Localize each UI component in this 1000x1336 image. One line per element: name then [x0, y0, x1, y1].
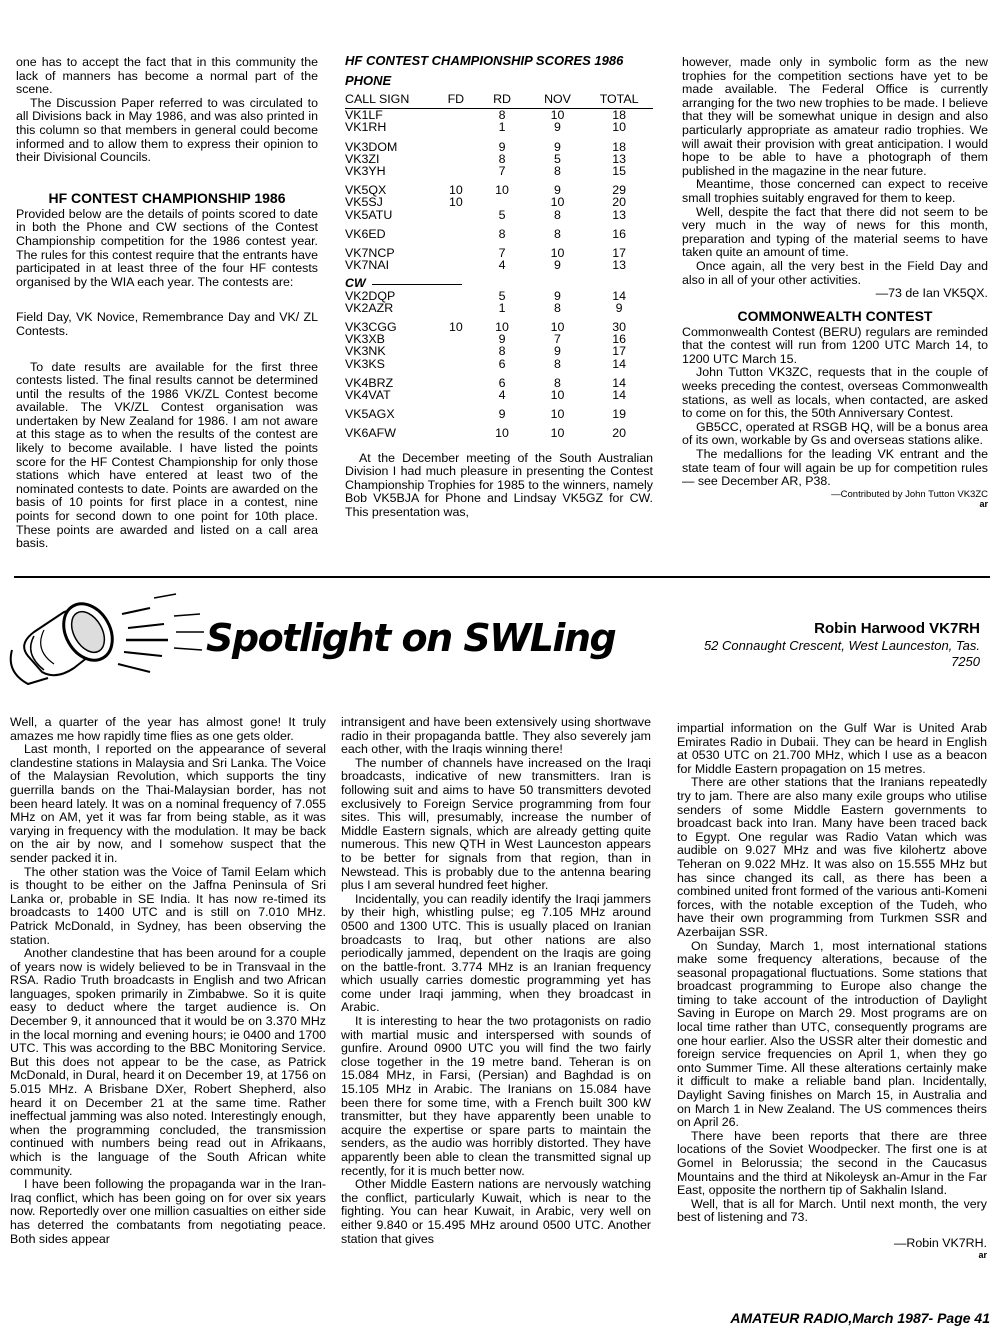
cell-fd: 10 — [448, 320, 463, 335]
table-row — [345, 345, 653, 357]
paragraph: At the December meeting of the South Australian Division I had much pleasure in presenting the Contest Championship Trophies for 1985 to the winners, namely Bob VK5BJA for Phone and Lindsay VK5GZ for CW. This presentation was, — [345, 450, 653, 520]
paragraph: Once again, all the very best in the Field Day and also in all of your other activities. — [682, 258, 988, 287]
cell-nov: 10 — [550, 320, 565, 335]
table-row — [345, 314, 653, 333]
table-row — [345, 259, 653, 271]
cell-total: 14 — [612, 288, 626, 303]
top-column-2 — [345, 52, 653, 520]
table-row — [345, 177, 653, 196]
column-header: TOTAL — [585, 91, 653, 109]
cell-nov: 8 — [554, 356, 561, 371]
cell-fd — [437, 333, 474, 345]
paragraph: one has to accept the fact that in this community the lack of manners has become a normal part of the scene. — [16, 55, 318, 97]
cell-total: 16 — [612, 226, 626, 241]
paragraph: Incidentally, you can readily identify the Iraqi jammers by their high, whistling pulse; eg 7.105 MHz around 0500 and 1300 UTC. This is usually placed on Iranian broadcasts to Iraq, but other nations are also periodically jammed, dependent on the Iraqis are going on the battle-front. 3.774 MHz is an Iranian frequency which usually carries domestic programming yet has come under Iraqi jamming, when they broadcast in Arabic. — [341, 891, 651, 1015]
paragraph: The Discussion Paper referred to was circulated to all Divisions back in May 1986, and was also printed in this column so that members in general could become informed and to allow them to express their opinion to their Divisional Councils. — [16, 95, 318, 165]
end-mark: ar — [979, 498, 988, 509]
cell-nov: 10 — [550, 388, 565, 403]
paragraph: There are other stations that the Iranians repeatedly try to jam. There are also many exile groups who utilise senders of some Middle Eastern governments to broadcast back into Iran. Many have been traced back to Egypt. One regular was Radio Vatan which was audible on 9.027 MHz and was five kilohertz above Teheran on 9.022 MHz. It was also on 15.555 MHz but has since changed its call, as there has been a combined united front formed of the various anti-Komeni forces, with the notable exception of the Tudeh, who have their own programming from Turkmen SSR and Azerbaijan SSR. — [677, 775, 987, 939]
cell-call: VK2AZR — [345, 300, 394, 315]
signoff: —Robin VK7RH. — [894, 1235, 987, 1250]
column-header: CALL SIGN — [345, 91, 437, 109]
cell-nov: 8 — [554, 300, 561, 315]
cell-rd: 8 — [498, 226, 506, 241]
cell-rd: 9 — [498, 407, 506, 422]
cell-rd: 8 — [498, 108, 506, 123]
cell-call: VK3KS — [345, 356, 385, 371]
cell-total: 18 — [612, 108, 626, 123]
cell-total: 13 — [612, 151, 626, 166]
cell-total: 10 — [612, 120, 626, 135]
cell-rd: 6 — [498, 356, 506, 371]
cell-fd — [437, 134, 474, 153]
table-row — [345, 121, 653, 133]
cell-total: 13 — [612, 258, 626, 273]
cell-rd: 9 — [498, 139, 506, 154]
cell-nov: 5 — [554, 151, 561, 166]
paragraph: impartial information on the Gulf War is United Arab Emirates Radio in Dubaii. They can be heard in English at 0530 UTC on 21.700 MHz, which I use as a beacon for Middle Eastern propagation on 15 metres. — [677, 721, 987, 776]
paragraph: I have been following the propaganda war in the Iran-Iraq conflict, which has been going on for over six years now. Reportedly over one million casualties on either side has deterred the combatants from negotiating peace. Both sides appear — [10, 1177, 326, 1246]
table-row — [345, 302, 653, 314]
section-heading: COMMONWEALTH CONTEST — [737, 307, 933, 324]
cell-rd: 7 — [498, 246, 506, 261]
paragraph: The medallions for the leading VK entrant and the state team of four will again be up for competition rules — see December AR, P38. — [682, 447, 988, 489]
paragraph: however, made only in symbolic form as the new trophies for the competition sections have yet to be made available. The Federal Office is currently arranging for the two new trophies to be made. I believe that they will be somewhat unique in design and also particularly appropriate as amateur radio trophies. We will await their provision with great anticipation. I would hope to be able to have a photograph of them published in the magazine in the near future. — [682, 55, 988, 178]
cell-fd — [437, 109, 474, 122]
phone-section-label: PHONE — [345, 73, 392, 88]
paragraph: GB5CC, operated at RSGB HQ, will be a bonus area of its own, workable by Gs and overseas stations alike. — [682, 419, 988, 448]
cell-fd — [437, 302, 474, 314]
cell-call: VK4BRZ — [345, 375, 394, 390]
paragraph: Last month, I reported on the appearance of several clandestine stations in Malaysia and Sri Lanka. The Voice of the Malaysian Revolution, which supports the tiny guerrilla bands on the Thai-Malaysian border, has not been heard lately. It was on a nominal frequency of 7.055 MHz on AM, yet it was far from being stable, as it was varying in frequency with the modulation. It may be back on the air by now, and I somehow suspect that the sender packed it in. — [10, 742, 326, 865]
contributor-credit: —Contributed by John Tutton VK3ZC — [831, 488, 988, 500]
cell-rd: 9 — [498, 332, 506, 347]
cell-rd: 6 — [498, 375, 506, 390]
cell-rd: 5 — [498, 288, 506, 303]
cell-rd: 1 — [498, 300, 506, 315]
paragraph: To date results are available for the first three contests listed. The final results cannot be determined until the results of the 1986 VK/ZL Contest become available. The VK/ZL Contest organisation was undertaken by New Zealand for 1986. I am not aware at this stage as to when the results of the contest are likely to become available. I have listed the points score for the HF Contest Championship for only those stations which have entered at least two of the nominated contests to date. Points are awarded on the basis of 10 points for first place in a contest, nine points for second down to one point for 10th place. These points are awarded and listed on a call area basis. — [16, 359, 318, 551]
cell-fd: 10 — [448, 183, 463, 198]
cell-fd — [437, 209, 474, 221]
end-mark: ar — [978, 1249, 987, 1260]
column-header: FD — [437, 91, 474, 109]
section-heading: HF CONTEST CHAMPIONSHIP 1986 — [48, 189, 286, 206]
table-row — [345, 370, 653, 389]
cw-rule — [372, 284, 462, 285]
paragraph: The number of channels have increased on the Iraqi broadcasts, indicative of new transmitters. Iran is following suit and aims to have 50 transmitters devoted exclusively to Foreign Service programming from four sites. This will, presumably, increase the number of Middle Eastern signals, which are already getting quite numerous. This new QTH in West Launceston appears to be better for signals from that region, than in Newstead. This is probably due to the antenna bearing plus I am several hundred feet higher. — [341, 755, 651, 893]
author-block — [660, 620, 980, 670]
cell-nov: 10 — [550, 246, 565, 261]
cell-nov: 7 — [554, 332, 561, 347]
cw-section-label: CW — [345, 276, 366, 291]
cell-rd: 10 — [495, 183, 509, 198]
cell-call: VK6ED — [345, 226, 386, 241]
paragraph: Well, that is all for March. Until next month, the very best of listening and 73. — [677, 1196, 987, 1225]
cell-call: VK6AFW — [345, 426, 396, 441]
cell-call: VK1RH — [345, 120, 387, 135]
page-footer: AMATEUR RADIO,March 1987- Page 41 — [730, 1310, 990, 1326]
cell-total: 18 — [612, 139, 626, 154]
cell-fd — [437, 389, 474, 401]
cell-rd: 10 — [495, 320, 509, 335]
table-row — [345, 221, 653, 240]
paragraph: John Tutton VK3ZC, requests that in the couple of weeks preceding the contest, overseas Commonwealth stations, as well as locals, when contacted, are asked to come on for this, the 50th Anniversary Contest. — [682, 365, 988, 421]
cell-rd: 7 — [498, 164, 506, 179]
cell-rd: 8 — [498, 344, 506, 359]
cell-fd — [437, 401, 474, 420]
table-row — [345, 240, 653, 259]
cell-nov: 10 — [550, 426, 565, 441]
cell-call: VK3DOM — [345, 139, 398, 154]
cell-call: VK5QX — [345, 183, 387, 198]
cell-fd — [437, 121, 474, 133]
cell-total: 15 — [612, 164, 626, 179]
cell-nov: 8 — [554, 375, 561, 390]
cell-call: VK7NCP — [345, 246, 395, 261]
cell-nov: 9 — [554, 183, 561, 198]
cell-total: 17 — [612, 246, 626, 261]
top-column-1 — [16, 56, 318, 551]
cell-nov: 8 — [554, 226, 561, 241]
table-row — [345, 401, 653, 420]
cell-nov: 9 — [554, 258, 561, 273]
paragraph: intransigent and have been extensively using shortwave radio in their propaganda battle. They also severely jam each other, with the Iraqis winning there! — [341, 715, 651, 757]
cell-nov: 10 — [550, 407, 565, 422]
cell-call: VK2DQP — [345, 288, 396, 303]
paragraph: Commonwealth Contest (BERU) regulars are reminded that the contest will run from 1200 UTC March 14, to 1200 UTC March 15. — [682, 324, 988, 366]
cell-nov: 9 — [554, 288, 561, 303]
cell-call: VK3NK — [345, 344, 386, 359]
table-row — [345, 389, 653, 401]
column-title: Spotlight on SWLing — [206, 616, 616, 660]
cell-call: VK5AGX — [345, 407, 395, 422]
cell-fd — [437, 420, 474, 439]
table-row — [345, 358, 653, 370]
table-row — [345, 420, 653, 439]
swl-column-3 — [677, 722, 987, 1260]
signoff: —73 de Ian VK5QX. — [875, 286, 988, 301]
paragraph: There have been reports that there are three locations of the Soviet Woodpecker. The first one is at Gomel in Belorussia; the second in the Caucasus Mountains and the third at Nikoleysk an-Amur in the Far East, opposite the northern tip of Sakhalin Island. — [677, 1128, 987, 1198]
cell-rd: 4 — [498, 388, 506, 403]
table-row — [345, 196, 653, 208]
scores-table — [345, 91, 653, 440]
cell-total: 17 — [612, 344, 626, 359]
cell-fd — [437, 240, 474, 259]
cw-section-row — [345, 271, 653, 289]
paragraph: The other station was the Voice of Tamil Eelam which is thought to be either on the Jaffna Peninsula of Sri Lanka or, probable in SE India. It has now re-timed its broadcasts to 1400 UTC and is still on 7.010 MHz. Patrick McDonald, in Sydney, has been observing the station. — [10, 864, 326, 947]
swl-column-1 — [10, 716, 326, 1246]
cell-nov: 10 — [550, 108, 565, 123]
cell-call: VK7NAI — [345, 258, 390, 273]
cell-rd: 4 — [498, 258, 506, 273]
cw-rows — [345, 290, 653, 440]
cell-rd: 10 — [495, 426, 509, 441]
paragraph: Meantime, those concerned can expect to receive small trophies suitably engraved for them to keep. — [682, 177, 988, 205]
paragraph: Provided below are the details of points scored to date in both the Phone and CW sections of the Contest Championship competition for the 1986 contest year. The rules for this contest require that the entrants have participated in at least three of the four HF contests organised by the WIA each year. The contests are: — [16, 206, 318, 289]
cell-total: 16 — [612, 332, 626, 347]
column-header: RD — [474, 91, 529, 109]
swl-column-2 — [341, 716, 651, 1246]
cell-fd — [437, 165, 474, 177]
cell-call: VK5SJ — [345, 195, 383, 210]
cell-call: VK1LF — [345, 108, 383, 123]
cell-call: VK3XB — [345, 332, 385, 347]
cell-fd — [437, 358, 474, 370]
table-row — [345, 134, 653, 153]
cell-nov: 9 — [554, 139, 561, 154]
cell-call: VK5ATU — [345, 207, 393, 222]
paragraph: Other Middle Eastern nations are nervously watching the conflict, particularly Kuwait, which is near to the fighting. You can hear Kuwait, in Arabic, very well on either 9.840 or 15.495 MHz around 0500 UTC. Another station that gives — [341, 1177, 651, 1246]
cell-call: VK4VAT — [345, 388, 391, 403]
column-header: NOV — [530, 91, 585, 109]
cell-total: 9 — [615, 300, 623, 315]
paragraph: Well, a quarter of the year has almost gone! It truly amazes me how rapidly time flies as one gets older. — [10, 715, 326, 743]
author-name: Robin Harwood VK7RH — [814, 620, 980, 637]
cell-total: 14 — [612, 375, 626, 390]
section-divider — [14, 576, 990, 578]
paragraph: On Sunday, March 1, most international stations make some frequency alterations, because of the seasonal propagational fluctuations. Some stations that broadcast programming to Europe also change the timing to take account of the introduction of Daylight Saving in Europe on March 29. Most programs are on local time rather than UTC, consequently programs are one hour earlier. Also the USSR alter their domestic and foreign service frequencies on April 1, when they go onto Summer Time. All these alterations certainly make it difficult to make a reliable band plan. Incidentally, Daylight Saving finishes on March 15, in Australia and on March 1 in New Zealand. The US commences theirs on April 26. — [677, 938, 987, 1130]
cell-fd — [437, 221, 474, 240]
cell-call: VK3CGG — [345, 320, 397, 335]
cell-total: 19 — [612, 407, 626, 422]
paragraph: Well, despite the fact that there did not seem to be very much in the way of news for this month, preparation and typing of the material seems to have taken quite an amount of time. — [682, 204, 988, 260]
cell-nov: 9 — [554, 344, 561, 359]
cell-total: 29 — [612, 183, 626, 198]
cell-fd — [437, 153, 474, 165]
intro-paragraphs — [16, 56, 318, 165]
table-row — [345, 290, 653, 302]
cell-total: 20 — [612, 426, 626, 441]
cell-rd: 8 — [498, 151, 506, 166]
cell-call: VK3ZI — [345, 151, 380, 166]
cell-total: 13 — [612, 207, 626, 222]
phone-rows — [345, 109, 653, 272]
cell-total: 14 — [612, 356, 626, 371]
cell-rd — [474, 196, 529, 208]
paragraph: Another clandestine that has been around for a couple of years now is widely believed to be in Transvaal in the RSA. Radio Truth broadcasts in English and two African languages, spoken primarily in Zimbabwe. So it is quite easy to deduct where the target audience is. On December 9, it announced that it would be on 3.370 MHz in the local morning and evening hours; ie 0400 and 1700 UTC. This was according to the BBC Monitoring Service. But this does not appear to be the case, as Patrick McDonald, in Dural, heard it on December 19, at 1756 on 5.015 MHz. A Brisbane DXer, Robert Shepherd, also heard it on December 21 at the same time. Rather ineffectual jamming was also noted. Interestingly enough, when the programming concluded, the transmission continued with numbers being read out in Afrikaans, which is the language of the South African white community. — [10, 946, 326, 1178]
table-header-row — [345, 91, 653, 109]
author-address: 52 Connaught Crescent, West Launceston, Tas. — [703, 638, 980, 653]
cell-nov: 8 — [554, 164, 561, 179]
cell-fd — [437, 259, 474, 271]
cell-rd: 5 — [498, 207, 506, 222]
scores-title: HF CONTEST CHAMPIONSHIP SCORES 1986 — [345, 53, 624, 68]
cell-fd: 10 — [448, 195, 463, 210]
cell-rd: 1 — [498, 120, 506, 135]
paragraph: Field Day, VK Novice, Remembrance Day and VK/ ZL Contests. — [16, 310, 318, 338]
cell-nov: 9 — [554, 120, 561, 135]
top-column-3 — [682, 56, 988, 509]
cell-nov: 8 — [554, 207, 561, 222]
cell-call: VK3YH — [345, 164, 386, 179]
author-postcode: 7250 — [951, 654, 980, 669]
spotlight-icon — [4, 584, 214, 702]
paragraph: It is interesting to hear the two protagonists on radio with martial music and interspersed with sounds of gunfire. Around 0900 UTC you will find the two fairly close together in the 19 metre band. Teheran is on 15.084 MHz, in Farsi, (Persian) and Baghdad is on 15.105 MHz in Arabic. The Iranians on 15.084 have been there for some time, with a French built 300 kW transmitter, but they have apparently been unable to acquire the expertise or spare parts to maintain the senders, as the audio was horribly distorted. They have apparently been able to clean the transmitted signal up recently, for it is much better now. — [341, 1014, 651, 1178]
cell-total: 30 — [612, 320, 626, 335]
cell-fd — [437, 345, 474, 357]
cell-total: 14 — [612, 388, 626, 403]
cell-nov: 10 — [550, 195, 565, 210]
table-row — [345, 165, 653, 177]
table-row — [345, 209, 653, 221]
cell-total: 20 — [612, 195, 626, 210]
cell-fd — [437, 290, 474, 302]
cell-fd — [437, 370, 474, 389]
